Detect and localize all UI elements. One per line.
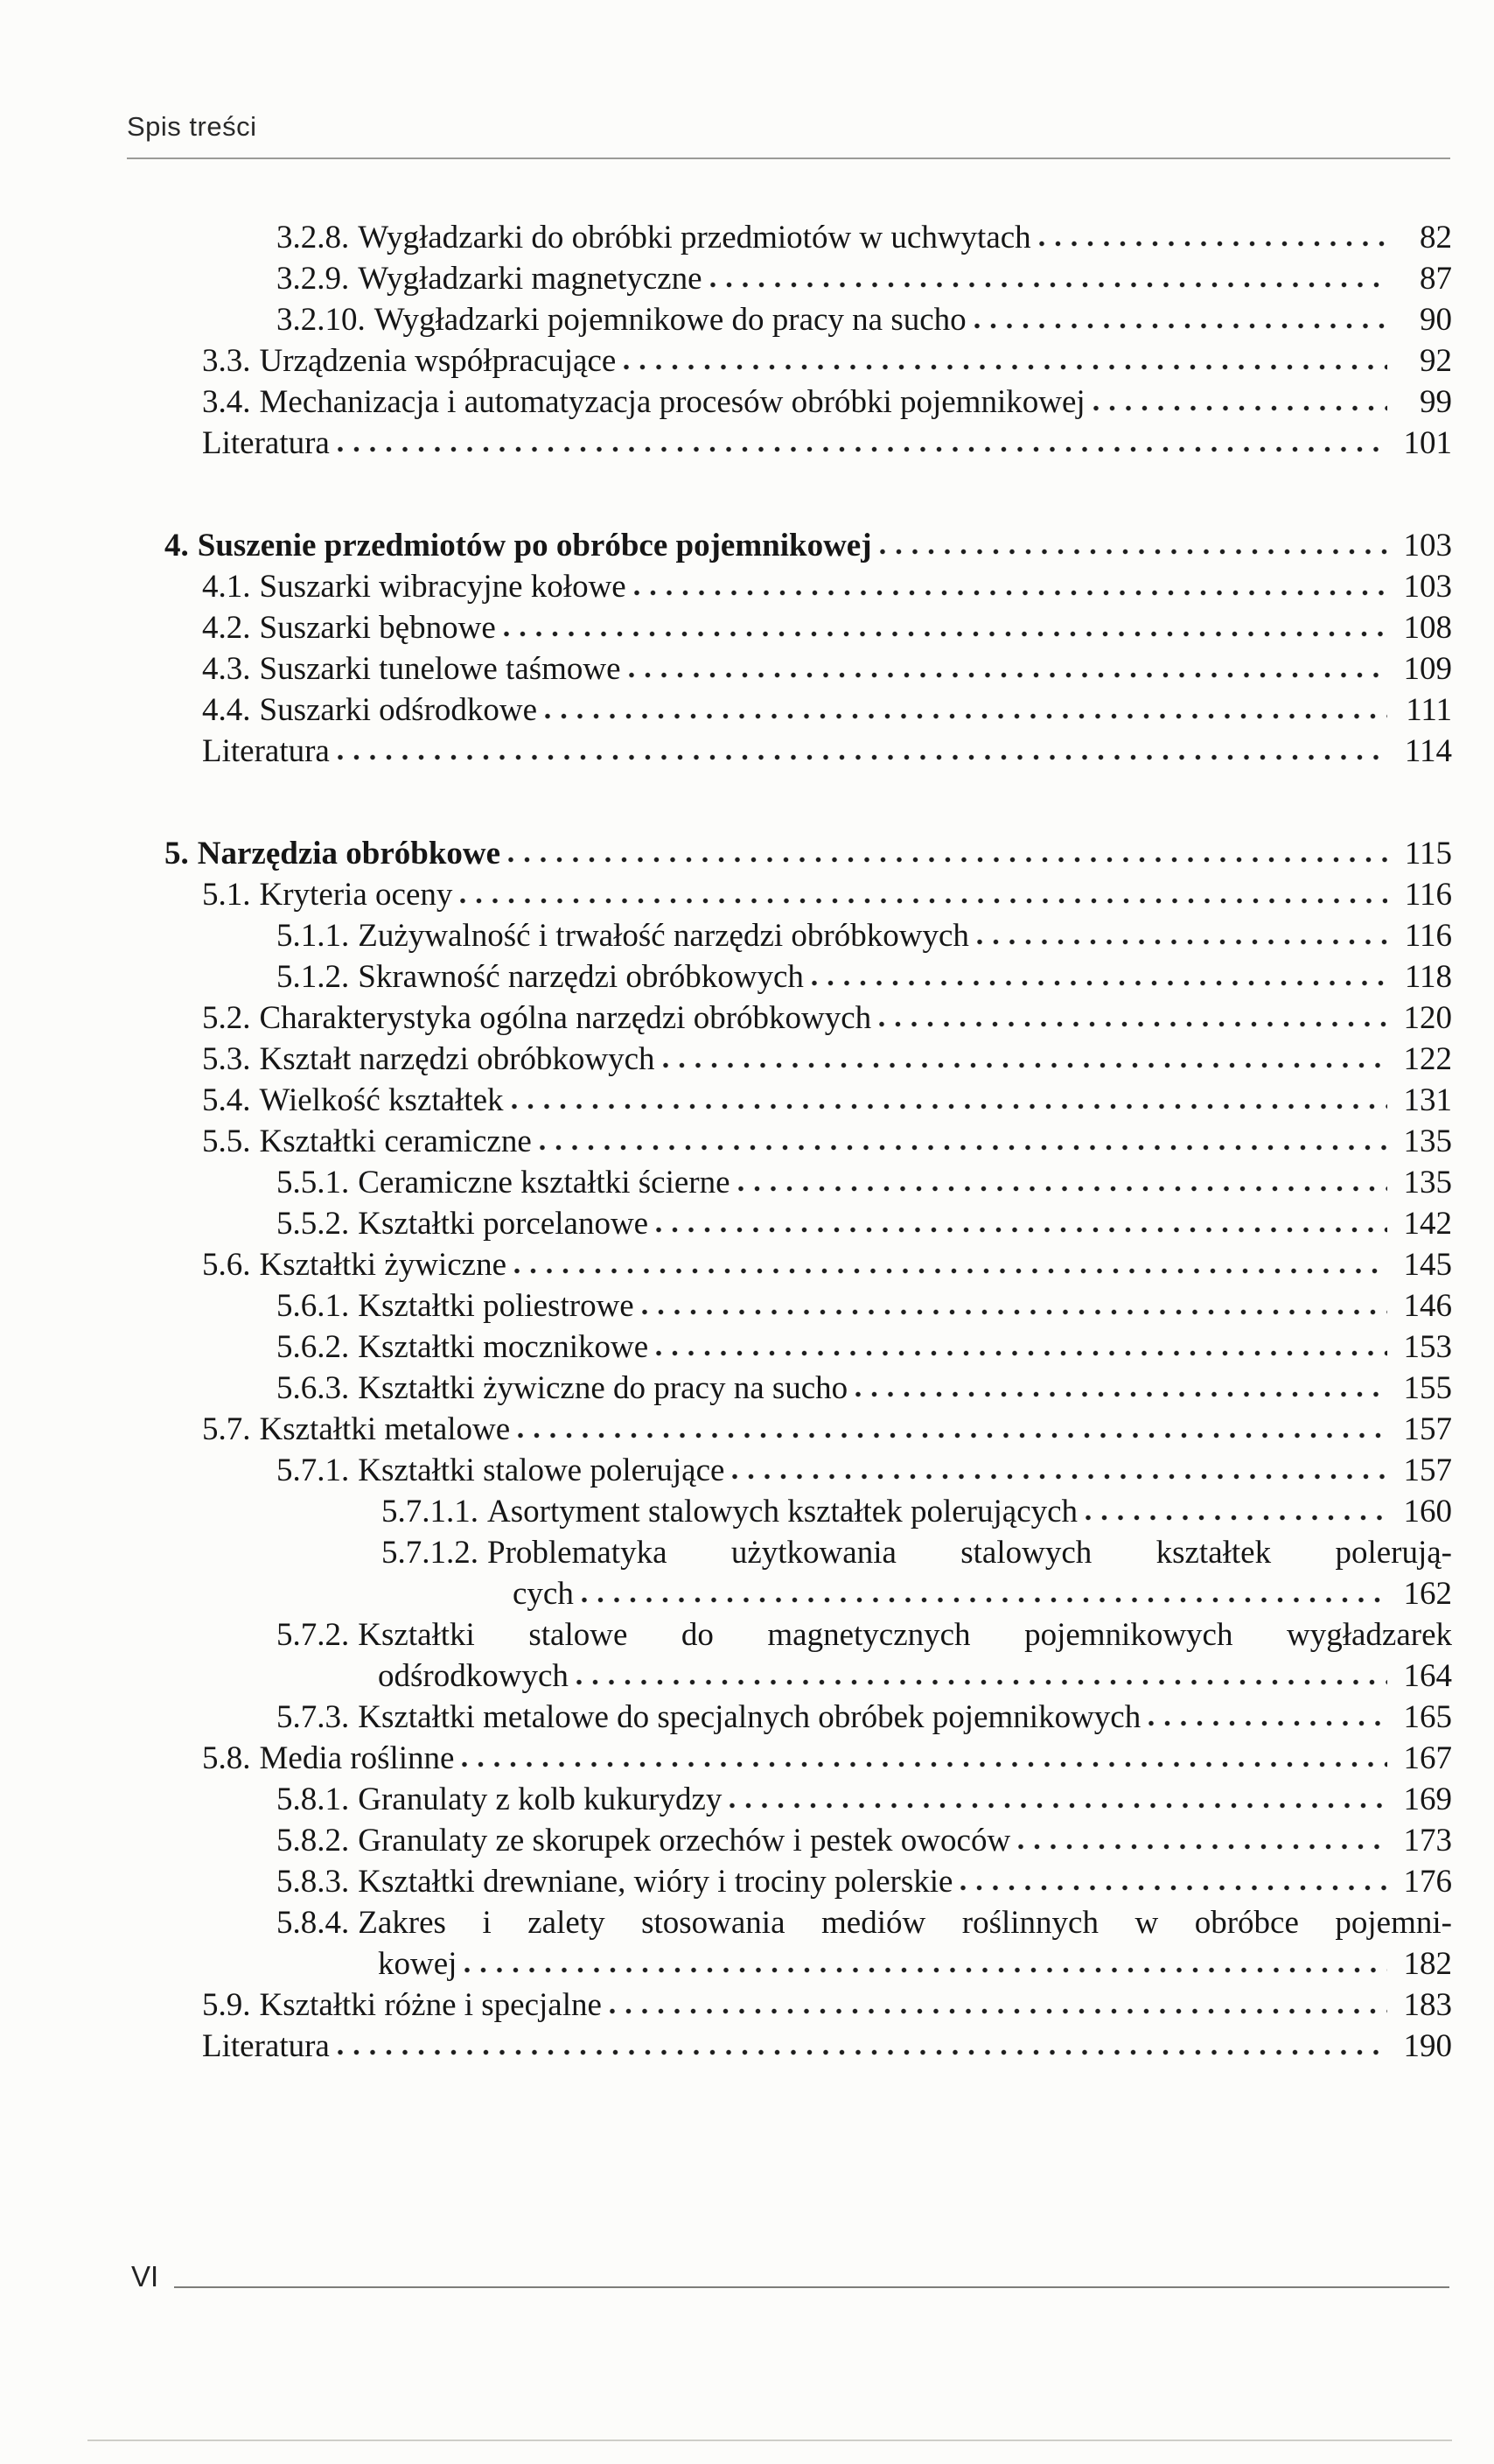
toc-entry-page: 135 <box>1403 1165 1452 1200</box>
toc-entry <box>0 1491 1452 1532</box>
toc-entry-title: Wielkość kształtek <box>259 1082 504 1118</box>
dot-leader <box>738 1185 1387 1193</box>
toc-entry <box>0 1409 1452 1450</box>
toc-entry-title: Kształtki żywiczne <box>259 1247 507 1283</box>
dot-leader <box>642 1308 1387 1316</box>
dot-leader <box>508 856 1387 864</box>
toc-entry-title: Kształtki drewniane, wióry i trociny polerskie <box>358 1864 953 1900</box>
toc-entry-page: 155 <box>1403 1370 1452 1406</box>
dot-leader <box>812 979 1387 987</box>
toc-entry <box>0 833 1452 874</box>
toc-entry-title: Skrawność narzędzi obróbkowych <box>358 959 804 995</box>
toc-entry-title: Media roślinne <box>259 1740 455 1776</box>
dot-leader <box>960 1884 1387 1892</box>
dot-leader <box>518 1432 1387 1439</box>
toc-entry-page: 190 <box>1403 2028 1452 2064</box>
dot-leader <box>338 2048 1387 2056</box>
dot-leader <box>879 1020 1387 1028</box>
toc-entry <box>0 648 1452 690</box>
dot-leader <box>540 1144 1387 1152</box>
scan-edge-artifact <box>87 2440 1452 2441</box>
toc-entry-title: Kształtki stalowe polerujące <box>358 1452 725 1488</box>
toc-entry-number: 5.7.1. <box>276 1452 350 1488</box>
dot-leader <box>338 445 1387 453</box>
toc-entry <box>0 1902 1452 1943</box>
dot-leader <box>974 322 1387 330</box>
toc-entry <box>0 382 1452 423</box>
toc-entry-number: 5.8.1. <box>276 1782 350 1817</box>
toc-entry-page: 176 <box>1403 1864 1452 1900</box>
toc-list <box>0 217 1452 2067</box>
toc-entry <box>0 1943 1452 1984</box>
toc-entry <box>0 2026 1452 2067</box>
toc-entry-title: Kryteria oceny <box>259 877 453 913</box>
toc-entry <box>0 1861 1452 1902</box>
toc-entry-title: Kształtki metalowe <box>259 1411 511 1447</box>
dot-leader <box>514 1267 1387 1275</box>
toc-entry-number: 5.6.1. <box>276 1288 350 1324</box>
toc-entry-title: Mechanizacja i automatyzacja procesów obróbki pojemnikowej <box>259 384 1086 420</box>
toc-entry-number: 3.2.8. <box>276 220 350 256</box>
toc-entry-page: 183 <box>1403 1987 1452 2023</box>
toc-entry-page: 101 <box>1403 425 1452 461</box>
toc-entry-number: 5. <box>164 836 189 872</box>
toc-entry <box>0 1532 1452 1573</box>
toc-entry-page: 157 <box>1403 1411 1452 1447</box>
toc-entry-page: 173 <box>1403 1823 1452 1858</box>
toc-entry-title: Suszarki tunelowe taśmowe <box>259 651 621 687</box>
toc-entry <box>0 1984 1452 2026</box>
toc-entry-title: Suszarki odśrodkowe <box>259 692 538 728</box>
toc-entry-number: 4. <box>164 528 189 564</box>
toc-entry-number: 5.8.3. <box>276 1864 350 1900</box>
toc-entry-page: 103 <box>1403 569 1452 605</box>
toc-entry-page: 114 <box>1404 733 1452 769</box>
toc-entry-page: 164 <box>1403 1658 1452 1694</box>
toc-entry <box>0 299 1452 340</box>
dot-leader <box>624 363 1387 371</box>
toc-entry-number: 4.1. <box>202 569 251 605</box>
toc-entry <box>0 1203 1452 1244</box>
toc-entry-title: Zużywalność i trwałość narzędzi obróbkowych <box>358 918 969 954</box>
toc-entry-page: 111 <box>1406 692 1452 728</box>
toc-entry <box>0 1285 1452 1326</box>
toc-entry-page: 103 <box>1403 528 1452 564</box>
toc-entry-page: 162 <box>1403 1576 1452 1612</box>
toc-entry-title: Wygładzarki do obróbki przedmiotów w uchwytach <box>358 220 1031 256</box>
dot-leader <box>1093 404 1387 412</box>
toc-entry <box>0 1573 1452 1614</box>
toc-entry-title: Granulaty z kolb kukurydzy <box>358 1782 723 1817</box>
header-divider <box>127 158 1450 159</box>
toc-entry-number: 3.2.10. <box>276 302 366 338</box>
page-footer <box>131 2261 1449 2292</box>
toc-entry-page: 146 <box>1403 1288 1452 1324</box>
toc-entry-number: 5.7.2. <box>276 1617 350 1653</box>
toc-entry-number: 4.4. <box>202 692 251 728</box>
toc-entry <box>0 566 1452 607</box>
toc-entry <box>0 998 1452 1039</box>
toc-entry-number: 5.2. <box>202 1000 251 1036</box>
dot-leader <box>663 1061 1387 1069</box>
page-title: Spis treści <box>127 111 257 142</box>
toc-entry-page: 109 <box>1403 651 1452 687</box>
dot-leader <box>732 1473 1387 1480</box>
toc-entry <box>0 1080 1452 1121</box>
toc-entry-number: 5.5. <box>202 1124 251 1159</box>
toc-entry-title: Wygładzarki magnetyczne <box>358 261 702 297</box>
toc-entry-page: 118 <box>1404 959 1452 995</box>
toc-entry-title: Kształtki żywiczne do pracy na sucho <box>358 1370 848 1406</box>
toc-entry-number: 4.3. <box>202 651 251 687</box>
toc-entry-number: 5.8.2. <box>276 1823 350 1858</box>
toc-entry-page: 131 <box>1403 1082 1452 1118</box>
dot-leader <box>576 1678 1387 1686</box>
toc-entry <box>0 525 1452 566</box>
toc-entry <box>0 874 1452 915</box>
toc-entry-page: 135 <box>1403 1124 1452 1159</box>
toc-entry-number: 5.7.3. <box>276 1699 350 1735</box>
toc-entry-page: 153 <box>1403 1329 1452 1365</box>
dot-leader <box>462 1760 1387 1768</box>
toc-entry-title: Suszarki bębnowe <box>259 610 496 646</box>
toc-entry <box>0 1820 1452 1861</box>
toc-entry-title: Suszarki wibracyjne kołowe <box>259 569 626 605</box>
toc-entry-title: Literatura <box>202 2028 330 2064</box>
toc-entry-number: 5.7. <box>202 1411 251 1447</box>
toc-entry <box>0 1162 1452 1203</box>
toc-entry-number: 5.7.1.2. <box>381 1535 478 1571</box>
dot-leader <box>512 1102 1388 1110</box>
toc-entry <box>0 1779 1452 1820</box>
dot-leader <box>464 1966 1387 1974</box>
toc-entry-title: Kształt narzędzi obróbkowych <box>259 1041 655 1077</box>
toc-entry-number: 5.8. <box>202 1740 251 1776</box>
toc-entry <box>0 1614 1452 1656</box>
toc-entry-number: 5.9. <box>202 1987 251 2023</box>
toc-entry <box>0 340 1452 382</box>
toc-entry <box>0 1039 1452 1080</box>
toc-entry-page: 160 <box>1403 1494 1452 1530</box>
dot-leader <box>629 671 1387 679</box>
toc-entry-title: Kształtki różne i specjalne <box>259 1987 602 2023</box>
toc-entry-page: 115 <box>1404 836 1452 872</box>
dot-leader <box>710 281 1387 289</box>
toc-entry-title: cych <box>513 1576 574 1612</box>
dot-leader <box>1039 240 1387 248</box>
toc-entry <box>0 1656 1452 1697</box>
toc-entry <box>0 1121 1452 1162</box>
toc-entry-page: 99 <box>1420 384 1452 420</box>
toc-entry-page: 116 <box>1404 918 1452 954</box>
toc-entry-title: Charakterystyka ogólna narzędzi obróbkowych <box>259 1000 872 1036</box>
toc-entry <box>0 1697 1452 1738</box>
toc-entry-title: kowej <box>378 1946 457 1982</box>
toc-entry-page: 145 <box>1403 1247 1452 1283</box>
toc-entry-title: Zakres i zalety stosowania mediów roślinnych w obróbce pojemni- <box>358 1905 1452 1941</box>
toc-entry <box>0 1450 1452 1491</box>
dot-leader <box>634 589 1387 597</box>
toc-entry <box>0 1738 1452 1779</box>
toc-entry-page: 122 <box>1403 1041 1452 1077</box>
toc-entry <box>0 1244 1452 1285</box>
toc-entry <box>0 690 1452 731</box>
toc-entry-number: 3.3. <box>202 343 251 379</box>
toc-entry-page: 108 <box>1403 610 1452 646</box>
toc-entry-page: 120 <box>1403 1000 1452 1036</box>
toc-entry-page: 182 <box>1403 1946 1452 1982</box>
toc-entry-page: 169 <box>1403 1782 1452 1817</box>
toc-entry-page: 82 <box>1420 220 1452 256</box>
dot-leader <box>582 1596 1387 1604</box>
toc-entry-title: Suszenie przedmiotów po obróbce pojemnikowej <box>197 528 872 564</box>
toc-entry <box>0 217 1452 258</box>
toc-entry-number: 5.4. <box>202 1082 251 1118</box>
toc-entry-page: 87 <box>1420 261 1452 297</box>
toc-entry <box>0 258 1452 299</box>
toc-entry <box>0 915 1452 956</box>
toc-entry-number: 5.8.4. <box>276 1905 350 1941</box>
toc-entry-number: 5.3. <box>202 1041 251 1077</box>
toc-entry-number: 5.6.3. <box>276 1370 350 1406</box>
toc-entry-title: Kształtki ceramiczne <box>259 1124 532 1159</box>
toc-entry-title: Kształtki stalowe do magnetycznych pojemnikowych wygładzarek <box>358 1617 1452 1653</box>
toc-entry-number: 5.6.2. <box>276 1329 350 1365</box>
dot-leader <box>338 753 1387 761</box>
toc-entry-title: Kształtki poliestrowe <box>358 1288 634 1324</box>
toc-entry-page: 116 <box>1404 877 1452 913</box>
toc-entry-number: 5.1. <box>202 877 251 913</box>
toc-entry-title: Kształtki porcelanowe <box>358 1206 649 1242</box>
toc-entry-title: Asortyment stalowych kształtek polerujących <box>487 1494 1079 1530</box>
page-number-roman: VI <box>131 2260 159 2292</box>
dot-leader <box>730 1802 1387 1810</box>
dot-leader <box>1148 1719 1387 1727</box>
toc-entry-number: 3.2.9. <box>276 261 350 297</box>
toc-entry-title: Urządzenia współpracujące <box>259 343 617 379</box>
dot-leader <box>610 2007 1387 2015</box>
toc-entry-number: 4.2. <box>202 610 251 646</box>
toc-entry <box>0 423 1452 464</box>
toc-entry <box>0 1368 1452 1409</box>
dot-leader <box>855 1390 1387 1398</box>
toc-entry <box>0 607 1452 648</box>
toc-entry-page: 167 <box>1403 1740 1452 1776</box>
dot-leader <box>504 630 1387 638</box>
toc-entry-page: 92 <box>1420 343 1452 379</box>
toc-entry-title: Kształtki mocznikowe <box>358 1329 649 1365</box>
toc-entry-page: 157 <box>1403 1452 1452 1488</box>
toc-entry-number: 3.4. <box>202 384 251 420</box>
toc-entry-title: Narzędzia obróbkowe <box>197 836 501 872</box>
dot-leader <box>977 938 1387 946</box>
toc-entry-title: Problematyka użytkowania stalowych kształtek polerują- <box>487 1535 1452 1571</box>
toc-entry <box>0 1326 1452 1368</box>
toc-entry-title: Literatura <box>202 733 330 769</box>
toc-entry-page: 165 <box>1403 1699 1452 1735</box>
toc-entry-number: 5.6. <box>202 1247 251 1283</box>
toc-entry-number: 5.1.1. <box>276 918 350 954</box>
toc-entry-page: 90 <box>1420 302 1452 338</box>
toc-entry-title: Ceramiczne kształtki ścierne <box>358 1165 730 1200</box>
toc-entry-title: Wygładzarki pojemnikowe do pracy na sucho <box>374 302 967 338</box>
toc-entry-number: 5.5.2. <box>276 1206 350 1242</box>
dot-leader <box>880 548 1387 556</box>
toc-entry <box>0 731 1452 772</box>
dot-leader <box>1018 1843 1387 1851</box>
dot-leader <box>656 1226 1387 1234</box>
toc-entry-title: odśrodkowych <box>378 1658 569 1694</box>
toc-entry-number: 5.1.2. <box>276 959 350 995</box>
footer-divider <box>174 2286 1449 2288</box>
toc-entry <box>0 956 1452 998</box>
page-header <box>0 110 1494 159</box>
dot-leader <box>656 1349 1387 1357</box>
dot-leader <box>545 712 1387 720</box>
dot-leader <box>1086 1514 1387 1522</box>
toc-entry-title: Kształtki metalowe do specjalnych obróbek pojemnikowych <box>358 1699 1141 1735</box>
toc-entry-title: Literatura <box>202 425 330 461</box>
dot-leader <box>460 897 1387 905</box>
toc-entry-number: 5.7.1.1. <box>381 1494 478 1530</box>
toc-entry-number: 5.5.1. <box>276 1165 350 1200</box>
toc-entry-title: Granulaty ze skorupek orzechów i pestek owoców <box>358 1823 1011 1858</box>
toc-entry-page: 142 <box>1403 1206 1452 1242</box>
